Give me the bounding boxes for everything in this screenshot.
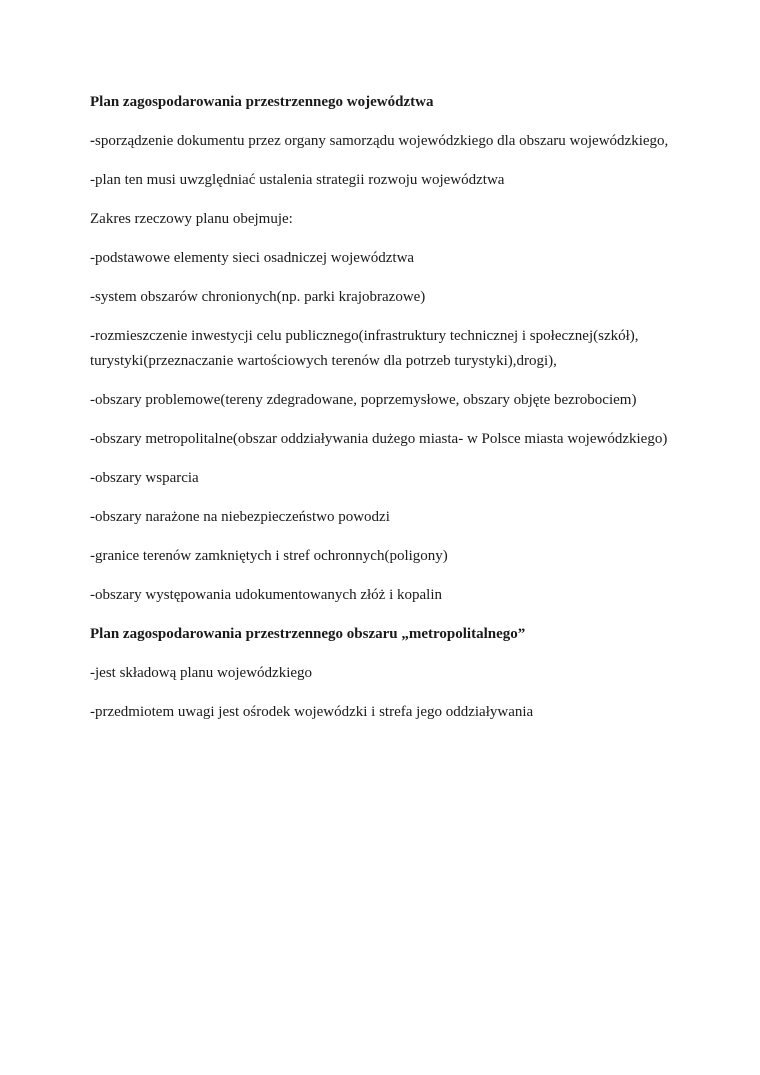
list-item-flood-areas: -obszary narażone na niebezpieczeństwo powodzi bbox=[90, 509, 390, 525]
list-item-closed-areas: -granice terenów zamkniętych i stref ochronnych(poligony) bbox=[90, 548, 448, 564]
document-body bbox=[90, 90, 680, 739]
paragraph-scope-intro: Zakres rzeczowy planu obejmuje: bbox=[90, 211, 293, 227]
paragraph-preparation bbox=[90, 129, 680, 154]
list-item-support-areas: -obszary wsparcia bbox=[90, 470, 199, 486]
list-item-problem-areas: -obszary problemowe(tereny zdegradowane, poprzemysłowe, obszary objęte bezrobociem) bbox=[90, 392, 637, 408]
list-item-subject: -przedmiotem uwagi jest ośrodek wojewódzki i strefa jego oddziaływania bbox=[90, 704, 534, 720]
paragraph-preparation-text: sporządzenie dokumentu przez organy samorządu wojewódzkiego dla obszaru wojewódzkiego, bbox=[95, 133, 669, 149]
paragraph-strategy: -plan ten musi uwzględniać ustalenia strategii rozwoju województwa bbox=[90, 172, 505, 188]
list-item-settlement: -podstawowe elementy sieci osadniczej województwa bbox=[90, 250, 415, 266]
bold-dash: - bbox=[90, 133, 95, 149]
heading-voivodeship-plan: Plan zagospodarowania przestrzennego województwa bbox=[90, 94, 434, 110]
list-item-deposits: -obszary występowania udokumentowanych złóż i kopalin bbox=[90, 587, 442, 603]
heading-metropolitan-plan: Plan zagospodarowania przestrzennego obszaru „metropolitalnego” bbox=[90, 626, 526, 642]
list-item-component: -jest składową planu wojewódzkiego bbox=[90, 665, 313, 681]
list-item-public-investments: -rozmieszczenie inwestycji celu publicznego(infrastruktury technicznej i społecznej(szkół), turystyki(przeznaczanie wartościowych terenów dla potrzeb turystyki),drogi), bbox=[90, 328, 639, 369]
list-item-protected-areas: -system obszarów chronionych(np. parki krajobrazowe) bbox=[90, 289, 426, 305]
list-item-metropolitan-areas: -obszary metropolitalne(obszar oddziaływania dużego miasta- w Polsce miasta wojewódzkiego) bbox=[90, 431, 668, 447]
